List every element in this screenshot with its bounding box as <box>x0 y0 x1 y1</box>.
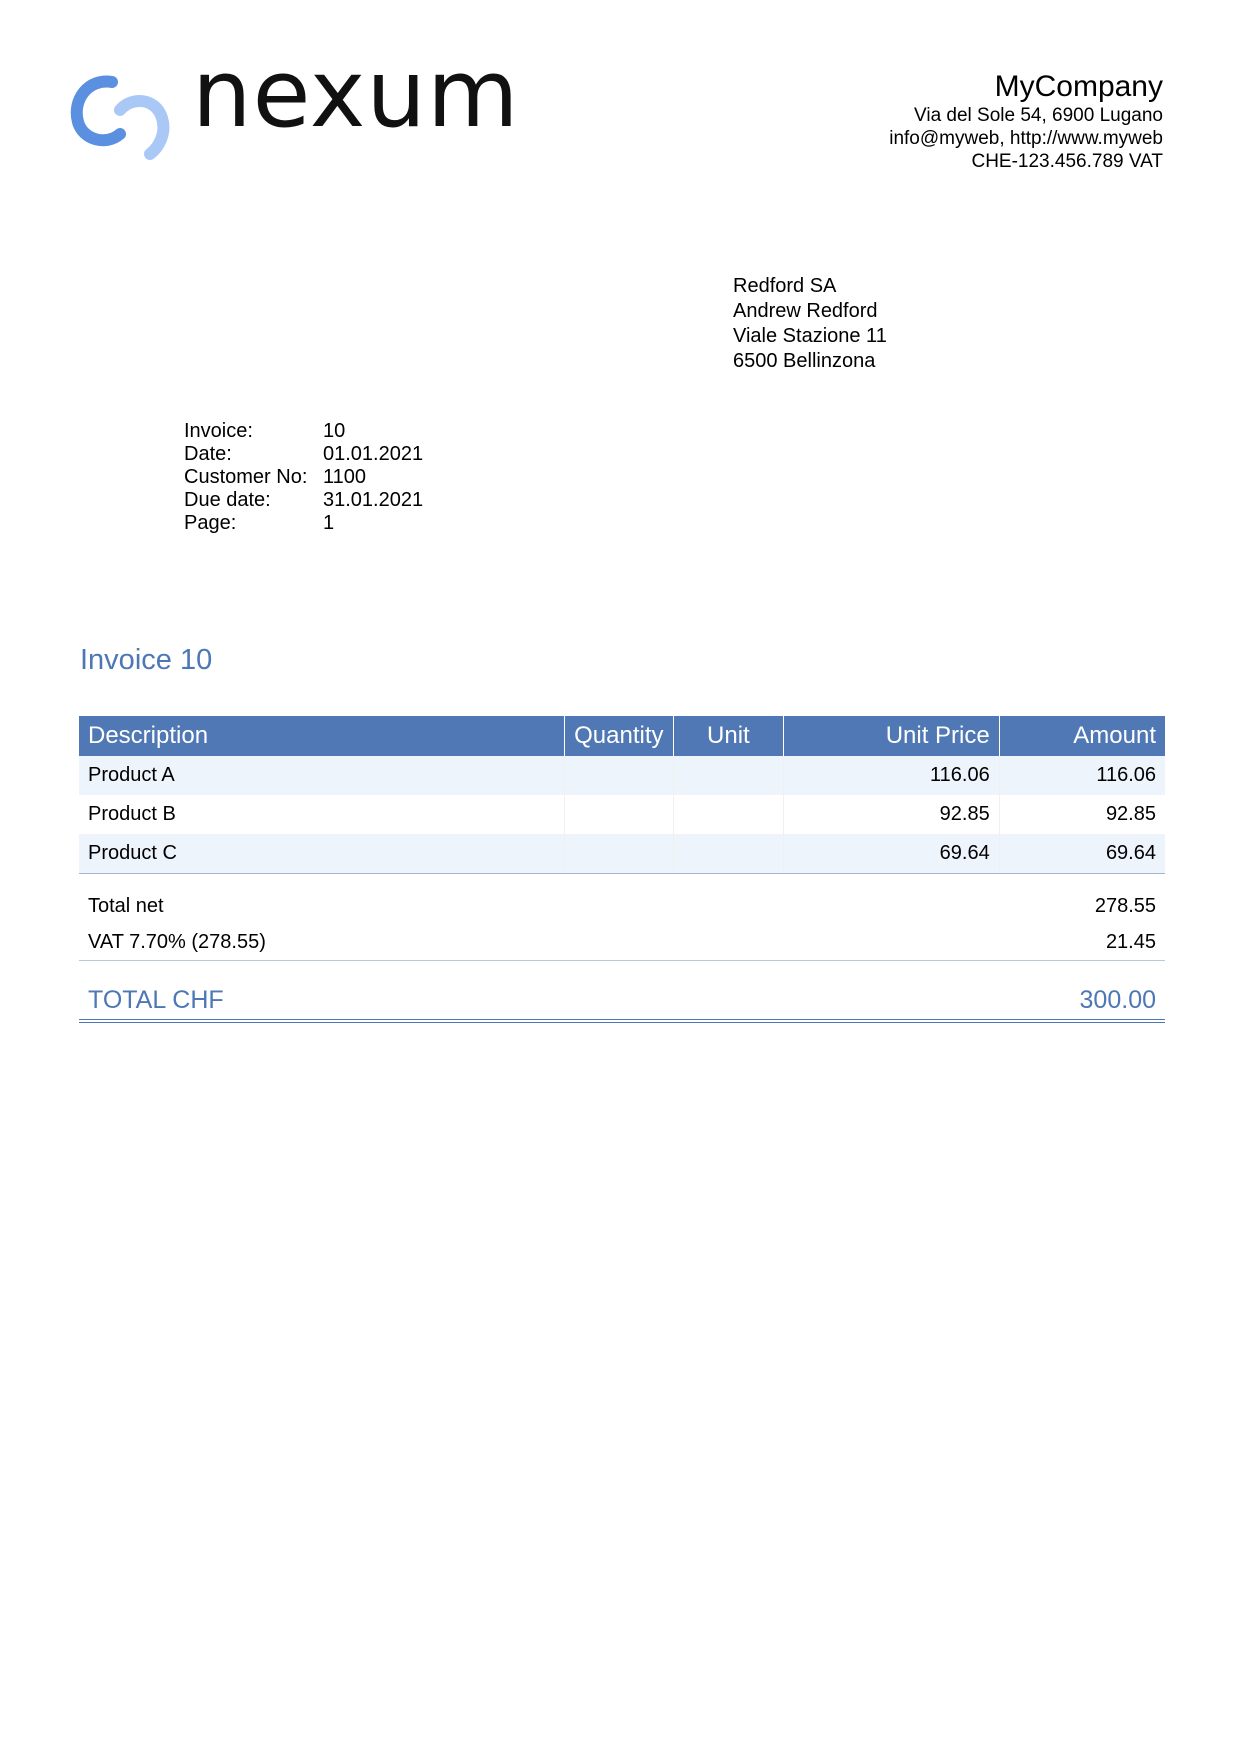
recipient-line: Andrew Redford <box>733 300 878 322</box>
recipient-address <box>733 274 887 374</box>
info-label: Customer No: <box>184 466 308 488</box>
info-value: 1 <box>323 512 335 534</box>
header-unit: Unit <box>673 716 784 756</box>
cell-description: Product C <box>79 834 565 874</box>
grand-total-row <box>79 961 1165 1023</box>
invoice-info <box>184 420 423 535</box>
nexum-swirl-logo-icon <box>70 70 180 160</box>
info-label: Date: <box>184 443 232 465</box>
totals-section <box>79 888 1165 1023</box>
cell-amount: 92.85 <box>1105 803 1156 825</box>
vat-label: VAT 7.70% (278.55) <box>88 930 266 953</box>
grand-total-value: 300.00 <box>1079 986 1156 1014</box>
info-value: 01.01.2021 <box>323 443 424 465</box>
header-quantity: Quantity <box>565 716 673 756</box>
company-vat: CHE-123.456.789 VAT <box>971 151 1163 172</box>
cell-description: Product B <box>79 795 565 834</box>
recipient-line: Viale Stazione 11 <box>733 325 887 347</box>
header-amount: Amount <box>999 716 1165 756</box>
cell-unit <box>673 795 784 834</box>
info-row-date <box>184 443 423 466</box>
vat-value: 21.45 <box>1105 930 1156 953</box>
total-net-row <box>79 888 1165 924</box>
header-description: Description <box>79 716 565 756</box>
logo-wordmark: nexum <box>192 40 520 149</box>
info-value: 10 <box>323 420 346 442</box>
info-value: 1100 <box>323 466 367 488</box>
table-row <box>79 756 1165 795</box>
cell-unit-price: 92.85 <box>784 795 999 834</box>
cell-unit <box>673 756 784 795</box>
recipient-line: 6500 Bellinzona <box>733 350 876 372</box>
cell-amount: 116.06 <box>999 756 1165 795</box>
company-name: MyCompany <box>994 70 1163 103</box>
table-row <box>79 834 1165 874</box>
nexum-logo <box>70 40 520 160</box>
info-value: 31.01.2021 <box>323 489 424 511</box>
company-contact: info@myweb, http://www.myweb <box>889 128 1163 149</box>
cell-description: Product A <box>79 756 565 795</box>
invoice-title: Invoice 10 <box>80 644 213 676</box>
cell-amount: 69.64 <box>999 834 1165 874</box>
info-row-invoice <box>184 420 423 443</box>
header-unit-price: Unit Price <box>784 716 999 756</box>
cell-unit-price: 116.06 <box>784 756 999 795</box>
cell-quantity <box>565 834 673 874</box>
company-header <box>889 70 1163 173</box>
cell-quantity <box>565 756 673 795</box>
info-label: Invoice: <box>184 420 253 442</box>
total-net-value: 278.55 <box>1094 894 1156 917</box>
info-label: Page: <box>184 512 237 534</box>
recipient-line: Redford SA <box>733 275 837 297</box>
info-row-page <box>184 512 423 535</box>
vat-row <box>79 924 1165 961</box>
table-row <box>79 795 1165 834</box>
info-label: Due date: <box>184 489 271 511</box>
cell-unit-price: 69.64 <box>784 834 999 874</box>
info-row-customer <box>184 466 423 489</box>
total-net-label: Total net <box>88 894 164 917</box>
info-row-due-date <box>184 489 423 512</box>
cell-unit <box>673 834 784 874</box>
company-address: Via del Sole 54, 6900 Lugano <box>914 105 1163 126</box>
cell-quantity <box>565 795 673 834</box>
table-header-row <box>79 716 1165 756</box>
items-table <box>79 716 1165 874</box>
grand-total-label: TOTAL CHF <box>88 986 224 1014</box>
